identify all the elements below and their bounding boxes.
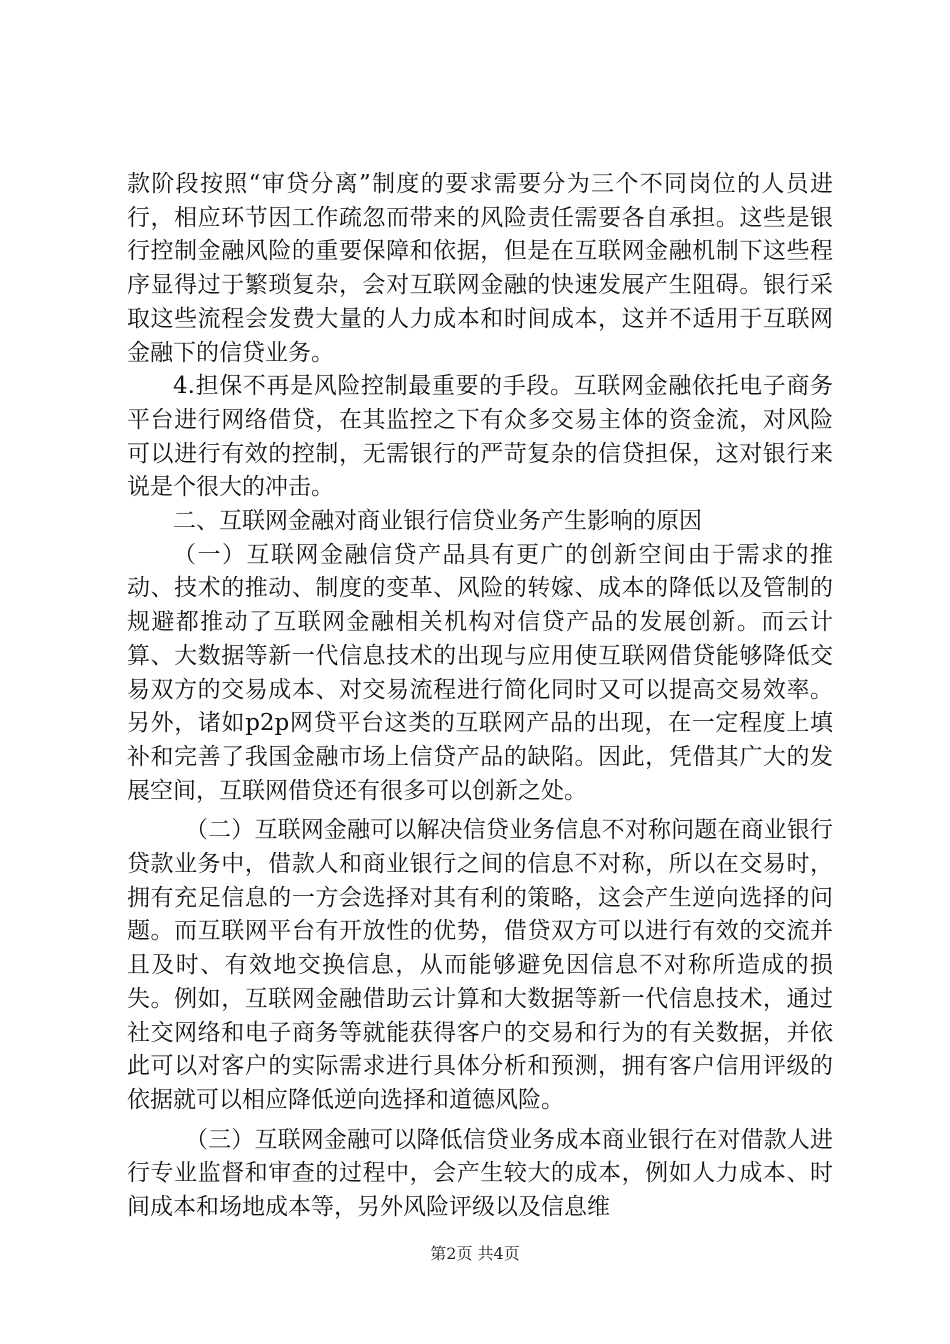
page-number: 第2页 共4页	[430, 1244, 520, 1263]
paragraph-cost: （三）互联网金融可以降低信贷业务成本商业银行在对借款人进行专业监督和审查的过程中，会产生较大的成本，例如人力成本、时间成本和场地成本等，另外风险评级以及信息维	[127, 1126, 833, 1221]
section-heading: 二、互联网金融对商业银行信贷业务产生影响的原因	[173, 508, 702, 535]
paragraph-continued: 款阶段按照“审贷分离”制度的要求需要分为三个不同岗位的人员进行，相应环节因工作疏忽而带来的风险责任需要各自承担。这些是银行控制金融风险的重要保障和依据，但是在互联网金融机制下这些程序显得过于繁琐复杂，会对互联网金融的快速发展产生阻碍。银行采取这些流程会发费大量的人力成本和时间成本，这并不适用于互联网金融下的信贷业务。	[127, 171, 833, 366]
paragraph-innovation: （一）互联网金融信贷产品具有更广的创新空间由于需求的推动、技术的推动、制度的变革、风险的转嫁、成本的降低以及管制的规避都推动了互联网金融相关机构对信贷产品的发展创新。而云计算、大数据等新一代信息技术的出现与应用使互联网借贷能够降低交易双方的交易成本、对交易流程进行简化同时又可以提高交易效率。另外，诸如p2p网贷平台这类的互联网产品的出现，在一定程度上填补和完善了我国金融市场上信贷产品的缺陷。因此，凭借其广大的发展空间，互联网借贷还有很多可以创新之处。	[127, 541, 833, 804]
paragraph-guarantee: 4.担保不再是风险控制最重要的手段。互联网金融依托电子商务平台进行网络借贷，在其监控之下有众多交易主体的资金流，对风险可以进行有效的控制，无需银行的严苛复杂的信贷担保，这对银行来说是个很大的冲击。	[127, 373, 833, 501]
body-text	[127, 168, 833, 1225]
paragraph-information: （二）互联网金融可以解决信贷业务信息不对称问题在商业银行贷款业务中，借款人和商业银行之间的信息不对称，所以在交易时，拥有充足信息的一方会选择对其有利的策略，这会产生逆向选择的问题。而互联网平台有开放性的优势，借贷双方可以进行有效的交流并且及时、有效地交换信息，从而能够避免因信息不对称所造成的损失。例如，互联网金融借助云计算和大数据等新一代信息技术，通过社交网络和电子商务等就能获得客户的交易和行为的有关数据，并依此可以对客户的实际需求进行具体分析和预测，拥有客户信用评级的依据就可以相应降低逆向选择和道德风险。	[127, 817, 833, 1113]
